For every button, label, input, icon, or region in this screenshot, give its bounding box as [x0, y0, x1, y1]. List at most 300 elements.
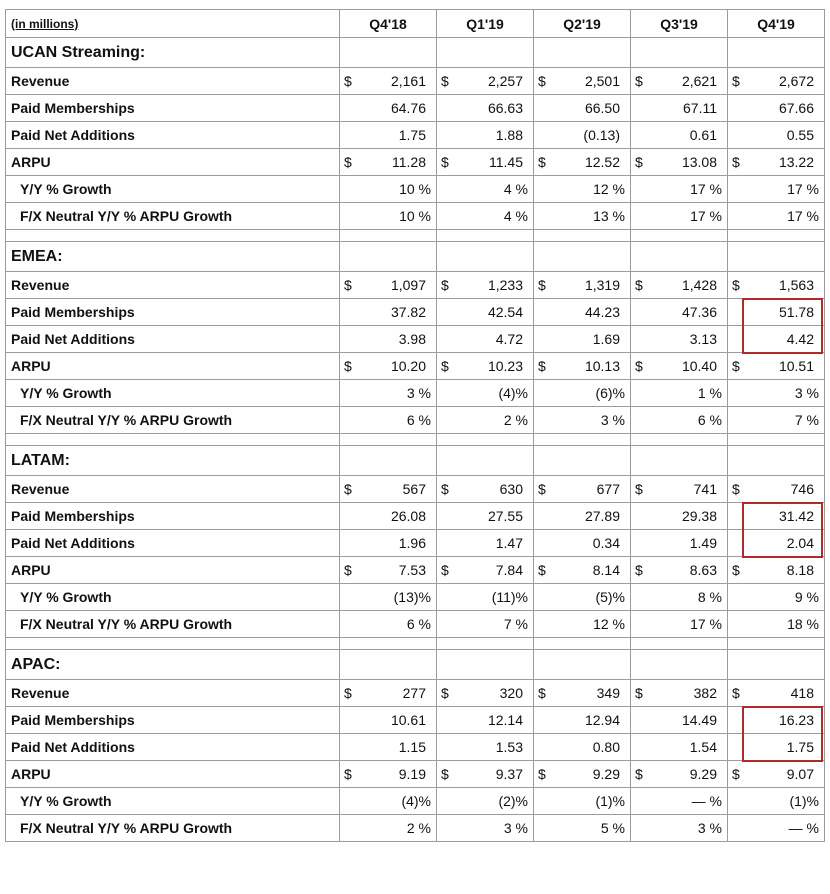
cell-value: 2.04 — [786, 535, 814, 551]
cell-value: 51.78 — [778, 304, 814, 320]
cell-value: (4)% — [401, 793, 431, 809]
spacer-cell — [631, 638, 728, 650]
value-cell — [728, 503, 825, 530]
empty-cell — [340, 38, 437, 68]
value-cell — [631, 476, 728, 503]
units-label: (in millions) — [6, 10, 340, 38]
spacer-cell — [6, 434, 340, 446]
cell-value: 3 % — [697, 820, 722, 836]
cell-value: 3.98 — [398, 331, 426, 347]
value-cell — [534, 299, 631, 326]
row-label: Revenue — [6, 68, 340, 95]
cell-value: 382 — [693, 685, 717, 701]
cell-value: 12.14 — [487, 712, 523, 728]
value-cell — [340, 557, 437, 584]
period-header: Q1'19 — [437, 10, 534, 38]
value-cell — [534, 680, 631, 707]
value-cell — [437, 530, 534, 557]
value-cell — [631, 122, 728, 149]
value-cell — [340, 530, 437, 557]
cell-value: 1.75 — [398, 127, 426, 143]
spacer-cell — [340, 638, 437, 650]
value-cell — [437, 503, 534, 530]
cell-value: 8.63 — [689, 562, 717, 578]
table-row — [6, 611, 825, 638]
value-cell — [340, 761, 437, 788]
value-cell — [437, 680, 534, 707]
dollar-sign: $ — [635, 481, 643, 497]
cell-value: 2,161 — [390, 73, 426, 89]
value-cell — [534, 707, 631, 734]
table-row — [6, 326, 825, 353]
value-cell — [340, 95, 437, 122]
cell-value: 64.76 — [390, 100, 426, 116]
value-cell — [631, 272, 728, 299]
value-cell — [728, 788, 825, 815]
empty-cell — [631, 446, 728, 476]
dollar-sign: $ — [538, 73, 546, 89]
value-cell — [437, 176, 534, 203]
spacer-cell — [728, 434, 825, 446]
empty-cell — [340, 650, 437, 680]
cell-value: 17 % — [690, 616, 722, 632]
dollar-sign: $ — [441, 481, 449, 497]
value-cell — [340, 584, 437, 611]
dollar-sign: $ — [441, 154, 449, 170]
section-title: UCAN Streaming: — [6, 38, 340, 68]
table-row — [6, 272, 825, 299]
cell-value: 6 % — [697, 412, 722, 428]
dollar-sign: $ — [732, 73, 740, 89]
cell-value: 17 % — [690, 181, 722, 197]
empty-cell — [534, 38, 631, 68]
cell-value: 3 % — [406, 385, 431, 401]
dollar-sign: $ — [344, 685, 352, 701]
spacer-cell — [534, 434, 631, 446]
value-cell — [340, 503, 437, 530]
value-cell — [728, 557, 825, 584]
value-cell — [437, 584, 534, 611]
row-label: Paid Memberships — [6, 707, 340, 734]
cell-value: 0.34 — [592, 535, 620, 551]
dollar-sign: $ — [732, 766, 740, 782]
row-label: F/X Neutral Y/Y % ARPU Growth — [6, 815, 340, 842]
value-cell — [631, 584, 728, 611]
cell-value: 13 % — [593, 208, 625, 224]
table-row — [6, 761, 825, 788]
cell-value: 1,233 — [487, 277, 523, 293]
cell-value: 4 % — [503, 208, 528, 224]
spacer-cell — [6, 230, 340, 242]
value-cell — [437, 299, 534, 326]
dollar-sign: $ — [344, 73, 352, 89]
value-cell — [340, 407, 437, 434]
cell-value: 320 — [499, 685, 523, 701]
dollar-sign: $ — [635, 685, 643, 701]
value-cell — [534, 68, 631, 95]
cell-value: (0.13) — [583, 127, 620, 143]
value-cell — [631, 407, 728, 434]
dollar-sign: $ — [344, 277, 352, 293]
spacer-row — [6, 638, 825, 650]
empty-cell — [437, 650, 534, 680]
cell-value: 2,501 — [584, 73, 620, 89]
cell-value: 1.54 — [689, 739, 717, 755]
value-cell — [437, 707, 534, 734]
value-cell — [340, 326, 437, 353]
dollar-sign: $ — [635, 766, 643, 782]
cell-value: 3 % — [794, 385, 819, 401]
row-label: F/X Neutral Y/Y % ARPU Growth — [6, 407, 340, 434]
cell-value: 677 — [596, 481, 620, 497]
cell-value: 567 — [402, 481, 426, 497]
dollar-sign: $ — [635, 73, 643, 89]
cell-value: 7.84 — [495, 562, 523, 578]
cell-value: 10.20 — [390, 358, 426, 374]
row-label: Paid Memberships — [6, 95, 340, 122]
value-cell — [534, 326, 631, 353]
value-cell — [728, 380, 825, 407]
section-title-row — [6, 242, 825, 272]
value-cell — [728, 299, 825, 326]
row-label: Paid Net Additions — [6, 326, 340, 353]
dollar-sign: $ — [732, 154, 740, 170]
value-cell — [437, 788, 534, 815]
dollar-sign: $ — [732, 277, 740, 293]
period-header: Q4'19 — [728, 10, 825, 38]
value-cell — [534, 788, 631, 815]
value-cell — [631, 353, 728, 380]
cell-value: (4)% — [498, 385, 528, 401]
cell-value: 29.38 — [681, 508, 717, 524]
empty-cell — [437, 38, 534, 68]
cell-value: 1.49 — [689, 535, 717, 551]
cell-value: 13.22 — [778, 154, 814, 170]
dollar-sign: $ — [538, 766, 546, 782]
table-row — [6, 476, 825, 503]
empty-cell — [631, 242, 728, 272]
dollar-sign: $ — [732, 358, 740, 374]
value-cell — [728, 353, 825, 380]
cell-value: 5 % — [600, 820, 625, 836]
empty-cell — [728, 242, 825, 272]
cell-value: 27.89 — [584, 508, 620, 524]
dollar-sign: $ — [538, 685, 546, 701]
dollar-sign: $ — [635, 562, 643, 578]
header-row — [6, 10, 825, 38]
row-label: Paid Net Additions — [6, 530, 340, 557]
value-cell — [340, 122, 437, 149]
cell-value: (11)% — [491, 589, 528, 605]
cell-value: 18 % — [787, 616, 819, 632]
cell-value: 4 % — [503, 181, 528, 197]
value-cell — [340, 353, 437, 380]
cell-value: 31.42 — [778, 508, 814, 524]
section-title-row — [6, 38, 825, 68]
value-cell — [534, 503, 631, 530]
value-cell — [437, 272, 534, 299]
dollar-sign: $ — [538, 277, 546, 293]
cell-value: 2,621 — [681, 73, 717, 89]
row-label: Paid Net Additions — [6, 122, 340, 149]
dollar-sign: $ — [441, 358, 449, 374]
cell-value: 3.13 — [689, 331, 717, 347]
cell-value: 13.08 — [681, 154, 717, 170]
value-cell — [534, 272, 631, 299]
table-row — [6, 380, 825, 407]
dollar-sign: $ — [635, 277, 643, 293]
value-cell — [340, 176, 437, 203]
value-cell — [534, 734, 631, 761]
cell-value: 1,097 — [390, 277, 426, 293]
value-cell — [631, 761, 728, 788]
spacer-cell — [437, 434, 534, 446]
cell-value: (6)% — [595, 385, 625, 401]
spacer-cell — [728, 638, 825, 650]
value-cell — [437, 95, 534, 122]
cell-value: 1.69 — [592, 331, 620, 347]
cell-value: 17 % — [690, 208, 722, 224]
value-cell — [631, 557, 728, 584]
row-label: ARPU — [6, 353, 340, 380]
cell-value: 9.19 — [398, 766, 426, 782]
value-cell — [728, 68, 825, 95]
value-cell — [631, 734, 728, 761]
cell-value: 1,428 — [681, 277, 717, 293]
spacer-cell — [631, 230, 728, 242]
dollar-sign: $ — [344, 481, 352, 497]
cell-value: (5)% — [595, 589, 625, 605]
table-row — [6, 530, 825, 557]
section-title: LATAM: — [6, 446, 340, 476]
value-cell — [631, 68, 728, 95]
cell-value: 67.11 — [683, 100, 717, 116]
cell-value: 66.50 — [584, 100, 620, 116]
cell-value: 277 — [402, 685, 426, 701]
cell-value: 12.52 — [584, 154, 620, 170]
value-cell — [631, 326, 728, 353]
dollar-sign: $ — [441, 73, 449, 89]
cell-value: (1)% — [595, 793, 625, 809]
row-label: ARPU — [6, 557, 340, 584]
table-row — [6, 407, 825, 434]
dollar-sign: $ — [538, 562, 546, 578]
value-cell — [340, 815, 437, 842]
cell-value: 9.37 — [495, 766, 523, 782]
value-cell — [340, 299, 437, 326]
value-cell — [534, 761, 631, 788]
row-label: ARPU — [6, 149, 340, 176]
dollar-sign: $ — [441, 766, 449, 782]
empty-cell — [534, 446, 631, 476]
value-cell — [728, 476, 825, 503]
value-cell — [437, 122, 534, 149]
dollar-sign: $ — [732, 481, 740, 497]
value-cell — [728, 326, 825, 353]
value-cell — [728, 203, 825, 230]
row-label: Y/Y % Growth — [6, 584, 340, 611]
period-header: Q3'19 — [631, 10, 728, 38]
empty-cell — [534, 242, 631, 272]
row-label: Paid Net Additions — [6, 734, 340, 761]
table-row — [6, 95, 825, 122]
value-cell — [534, 530, 631, 557]
cell-value: 12.94 — [584, 712, 620, 728]
cell-value: 42.54 — [487, 304, 523, 320]
cell-value: 2,672 — [778, 73, 814, 89]
value-cell — [728, 272, 825, 299]
spacer-cell — [340, 434, 437, 446]
cell-value: 7 % — [794, 412, 819, 428]
cell-value: — % — [691, 793, 722, 809]
cell-value: 10 % — [399, 181, 431, 197]
cell-value: 6 % — [406, 616, 431, 632]
value-cell — [340, 680, 437, 707]
spacer-row — [6, 230, 825, 242]
value-cell — [437, 149, 534, 176]
section-title-row — [6, 446, 825, 476]
table-row — [6, 122, 825, 149]
cell-value: 7 % — [503, 616, 528, 632]
value-cell — [631, 680, 728, 707]
row-label: ARPU — [6, 761, 340, 788]
empty-cell — [437, 242, 534, 272]
cell-value: 0.55 — [786, 127, 814, 143]
value-cell — [437, 353, 534, 380]
value-cell — [728, 584, 825, 611]
cell-value: 0.61 — [689, 127, 717, 143]
cell-value: 0.80 — [592, 739, 620, 755]
table-row — [6, 584, 825, 611]
value-cell — [631, 380, 728, 407]
row-label: Revenue — [6, 476, 340, 503]
spacer-cell — [340, 230, 437, 242]
value-cell — [728, 815, 825, 842]
dollar-sign: $ — [635, 154, 643, 170]
section-title: APAC: — [6, 650, 340, 680]
value-cell — [340, 476, 437, 503]
dollar-sign: $ — [732, 562, 740, 578]
table-row — [6, 353, 825, 380]
empty-cell — [340, 242, 437, 272]
table-row — [6, 788, 825, 815]
value-cell — [728, 761, 825, 788]
table-row — [6, 203, 825, 230]
value-cell — [437, 761, 534, 788]
cell-value: 17 % — [787, 181, 819, 197]
value-cell — [534, 203, 631, 230]
cell-value: 10.23 — [487, 358, 523, 374]
value-cell — [631, 95, 728, 122]
dollar-sign: $ — [441, 685, 449, 701]
row-label: Paid Memberships — [6, 299, 340, 326]
dollar-sign: $ — [538, 481, 546, 497]
cell-value: 9.29 — [592, 766, 620, 782]
value-cell — [534, 584, 631, 611]
value-cell — [534, 95, 631, 122]
cell-value: 746 — [790, 481, 814, 497]
cell-value: — % — [788, 820, 819, 836]
cell-value: 1,319 — [584, 277, 620, 293]
table-row — [6, 815, 825, 842]
value-cell — [728, 707, 825, 734]
section-title-row — [6, 650, 825, 680]
value-cell — [534, 557, 631, 584]
value-cell — [437, 557, 534, 584]
cell-value: 1.47 — [495, 535, 523, 551]
cell-value: 27.55 — [487, 508, 523, 524]
table-row — [6, 707, 825, 734]
cell-value: 3 % — [503, 820, 528, 836]
cell-value: 2,257 — [487, 73, 523, 89]
value-cell — [631, 203, 728, 230]
empty-cell — [728, 38, 825, 68]
cell-value: 9.07 — [786, 766, 814, 782]
empty-cell — [437, 446, 534, 476]
cell-value: 7.53 — [398, 562, 426, 578]
cell-value: 741 — [693, 481, 717, 497]
cell-value: 10 % — [399, 208, 431, 224]
value-cell — [340, 149, 437, 176]
spacer-cell — [437, 638, 534, 650]
value-cell — [437, 734, 534, 761]
value-cell — [631, 503, 728, 530]
value-cell — [534, 380, 631, 407]
value-cell — [534, 815, 631, 842]
cell-value: 10.13 — [584, 358, 620, 374]
value-cell — [437, 815, 534, 842]
cell-value: 9.29 — [689, 766, 717, 782]
value-cell — [437, 203, 534, 230]
table-row — [6, 680, 825, 707]
cell-value: 2 % — [406, 820, 431, 836]
value-cell — [728, 176, 825, 203]
cell-value: 44.23 — [584, 304, 620, 320]
spacer-cell — [534, 638, 631, 650]
table-row — [6, 557, 825, 584]
cell-value: 16.23 — [778, 712, 814, 728]
value-cell — [631, 530, 728, 557]
value-cell — [728, 95, 825, 122]
cell-value: 12 % — [593, 616, 625, 632]
value-cell — [631, 611, 728, 638]
cell-value: 3 % — [600, 412, 625, 428]
cell-value: 6 % — [406, 412, 431, 428]
value-cell — [728, 149, 825, 176]
cell-value: 26.08 — [390, 508, 426, 524]
cell-value: 1,563 — [778, 277, 814, 293]
value-cell — [437, 407, 534, 434]
value-cell — [340, 734, 437, 761]
value-cell — [437, 380, 534, 407]
value-cell — [728, 680, 825, 707]
value-cell — [534, 176, 631, 203]
cell-value: 1.88 — [495, 127, 523, 143]
table-row — [6, 149, 825, 176]
table-row — [6, 503, 825, 530]
cell-value: (13)% — [393, 589, 431, 605]
cell-value: 11.45 — [489, 154, 523, 170]
row-label: Y/Y % Growth — [6, 788, 340, 815]
value-cell — [631, 815, 728, 842]
value-cell — [534, 122, 631, 149]
cell-value: 418 — [790, 685, 814, 701]
cell-value: 2 % — [503, 412, 528, 428]
period-header: Q2'19 — [534, 10, 631, 38]
dollar-sign: $ — [538, 358, 546, 374]
value-cell — [534, 149, 631, 176]
row-label: Paid Memberships — [6, 503, 340, 530]
